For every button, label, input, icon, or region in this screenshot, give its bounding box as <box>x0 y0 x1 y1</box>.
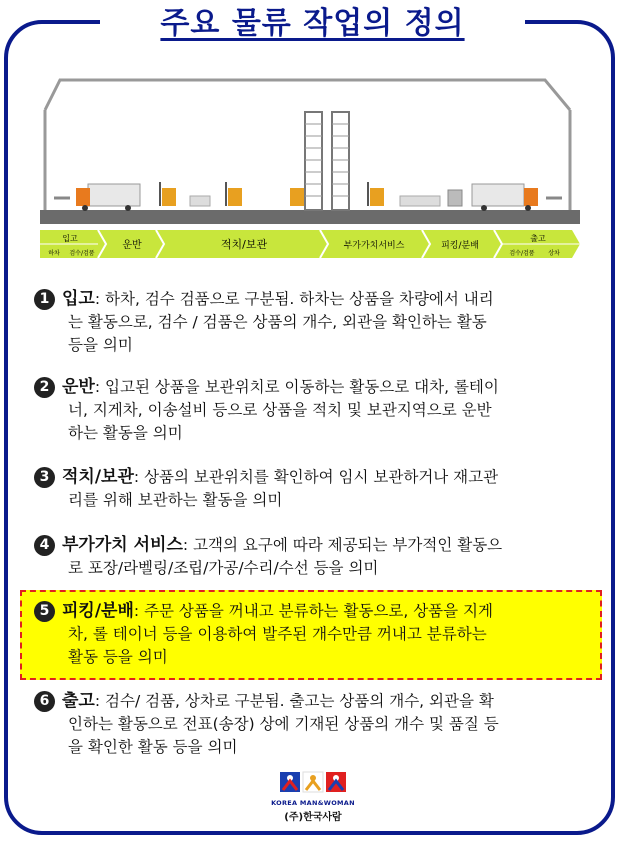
company-logo <box>268 770 358 826</box>
number-badge: 1 <box>34 289 55 310</box>
flow-step-transport: 운반 <box>122 240 142 251</box>
floor-bar <box>40 210 580 224</box>
forklift-1 <box>160 182 176 206</box>
flow-step-picking: 피킹/분배 <box>441 241 479 251</box>
flow-step-storage: 적치/보관 <box>220 238 268 251</box>
logo-figures-icon <box>278 770 348 794</box>
item-separator: : <box>94 378 106 396</box>
flow-sub-load: 상차 <box>548 250 560 257</box>
outbound-truck <box>472 184 538 211</box>
item-separator: : <box>133 468 145 486</box>
item-separator: : <box>94 692 106 710</box>
item-body: 상품의 보관위치를 확인하여 임시 보관하거나 재고관 <box>144 468 499 486</box>
item-body: 입고된 상품을 보관위치로 이동하는 활동으로 대차, 롤테이 <box>105 378 499 396</box>
definition-item-3 <box>34 466 590 512</box>
storage-rack-left <box>305 112 322 210</box>
item-separator: : <box>133 602 145 620</box>
definition-item-6 <box>34 690 590 759</box>
logo-tagline: KOREA MAN&WOMAN <box>271 799 355 807</box>
flow-step-vas: 부가가치서비스 <box>343 241 405 251</box>
roof-outline <box>45 80 570 110</box>
page-title: 주요 물류 작업의 정의 <box>160 6 465 41</box>
number-badge: 6 <box>34 691 55 712</box>
item-heading: 부가가치 서비스 <box>62 535 183 555</box>
item-line: 는 활동으로, 검수 / 검품은 상품의 개수, 외관을 확인하는 활동 <box>68 313 487 331</box>
item-heading: 입고 <box>62 289 95 309</box>
warehouse-illustration <box>40 72 580 272</box>
flow-step-inbound: 입고 <box>62 234 78 243</box>
forklift-2 <box>226 182 242 206</box>
flow-sub-inspect-out: 검수/검품 <box>509 250 535 257</box>
item-body: 고객의 요구에 따라 제공되는 부가적인 활동으 <box>193 536 503 554</box>
number-badge: 3 <box>34 467 55 488</box>
item-heading: 출고 <box>62 691 95 711</box>
item-heading: 운반 <box>62 377 95 397</box>
flow-step-outbound: 출고 <box>530 234 546 243</box>
forklift-4 <box>368 182 384 206</box>
definition-item-4 <box>34 534 590 580</box>
definition-item-1 <box>34 288 590 357</box>
definition-item-5 <box>34 600 590 669</box>
forklift-3 <box>290 188 304 206</box>
item-line: 하는 활동을 의미 <box>68 424 183 442</box>
item-body: 검수/ 검품, 상차로 구분됨. 출고는 상품의 개수, 외관을 확 <box>105 692 494 710</box>
item-line: 인하는 활동으로 전표(송장) 상에 기재된 상품의 개수 및 품질 등 <box>68 715 499 733</box>
item-line: 너, 지게차, 이송설비 등으로 상품을 적치 및 보관지역으로 운반 <box>68 401 492 419</box>
item-line: 을 확인한 활동 등을 의미 <box>68 738 238 756</box>
number-badge: 4 <box>34 535 55 556</box>
number-badge: 2 <box>34 377 55 398</box>
item-line: 리를 위해 보관하는 활동을 의미 <box>68 491 283 509</box>
item-line: 차, 롤 테이너 등을 이용하여 발주된 개수만큼 꺼내고 분류하는 <box>68 625 487 643</box>
logo-company-name: (주)한국사람 <box>284 812 342 823</box>
item-heading: 적치/보관 <box>62 467 134 487</box>
item-line: 활동 등을 의미 <box>68 648 168 666</box>
title-bar <box>100 2 525 46</box>
item-separator: : <box>94 290 106 308</box>
storage-rack-right <box>332 112 349 210</box>
flow-sub-inspect-in: 검수/검품 <box>69 250 95 257</box>
item-body: 하차, 검수 검품으로 구분됨. 하차는 상품을 차량에서 내리 <box>105 290 494 308</box>
item-heading: 피킹/분배 <box>62 601 134 621</box>
definition-item-2 <box>34 376 590 445</box>
inbound-truck <box>76 184 140 211</box>
flow-sub-unload: 하차 <box>48 250 60 257</box>
item-body: 주문 상품을 꺼내고 분류하는 활동으로, 상품을 지게 <box>144 602 493 620</box>
flow-arrow-bar <box>40 230 580 258</box>
item-separator: : <box>182 536 194 554</box>
item-line: 로 포장/라벨링/조립/가공/수리/수선 등을 의미 <box>68 559 379 577</box>
number-badge: 5 <box>34 601 55 622</box>
item-line: 등을 의미 <box>68 336 133 354</box>
